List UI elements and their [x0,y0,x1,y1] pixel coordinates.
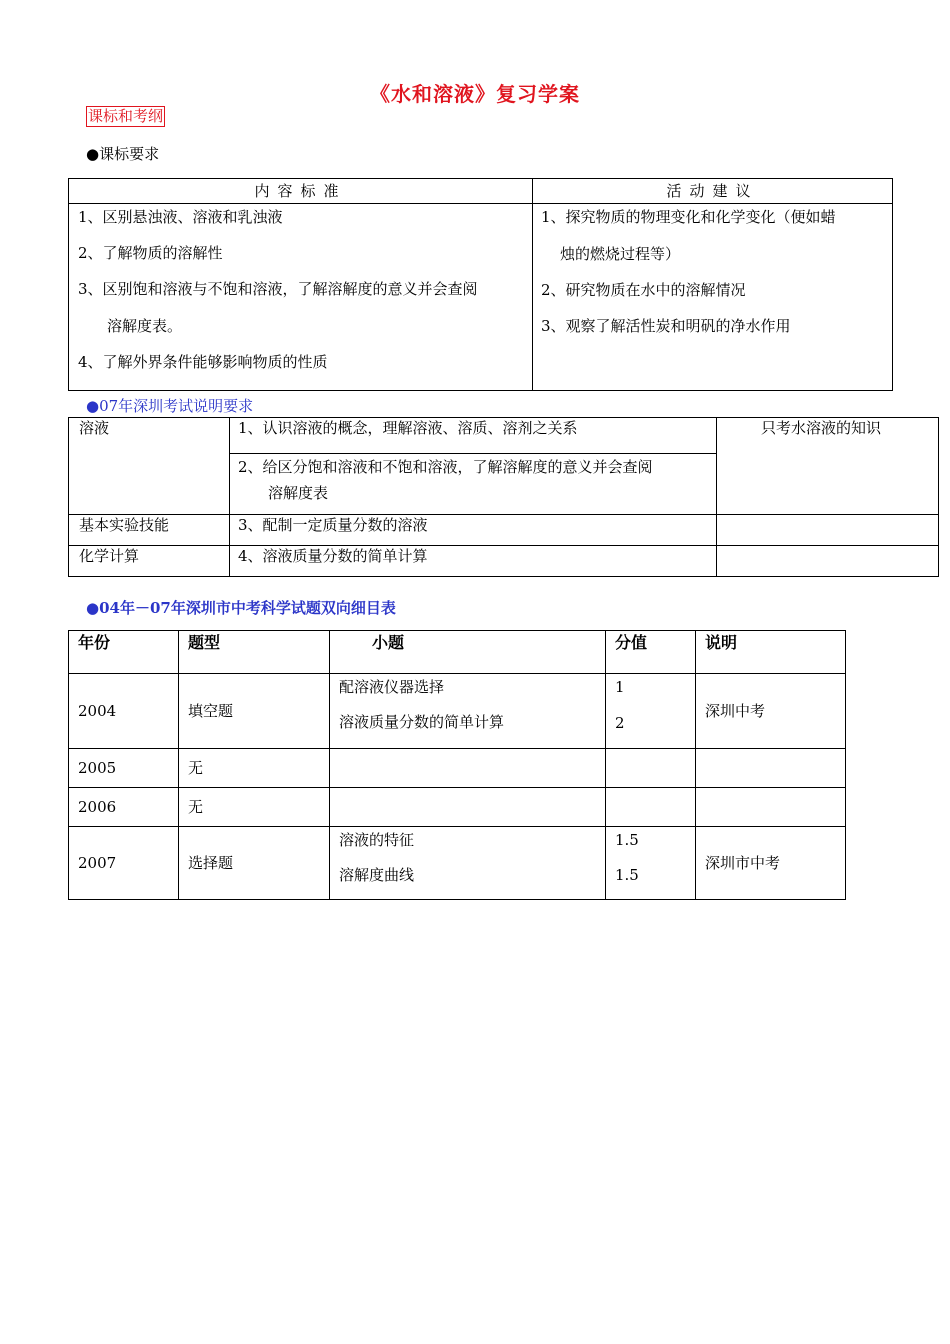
type-cell: 无 [179,749,330,788]
note-cell: 深圳中考 [696,674,846,749]
year-cell: 2005 [69,749,179,788]
table-row [69,515,939,546]
column-header-score: 分值 [606,631,696,674]
category-cell: 基本实验技能 [69,515,230,546]
requirement-cell: 4、溶液质量分数的简单计算 [230,546,717,577]
section-tag: 课标和考纲 [88,107,164,125]
section-heading-detail-table: ●04年－07年深圳市中考科学试题双向细目表 [86,599,396,617]
score-cell [606,674,696,749]
year-cell: 2007 [69,827,179,900]
requirement-line: 2、给区分饱和溶液和不饱和溶液，了解溶解度的意义并会查阅 [238,458,653,476]
score-line: 1.5 [615,831,639,849]
item-line: 溶解度曲线 [339,866,415,884]
note-cell: 只考水溶液的知识 [717,418,939,515]
year-cell: 2004 [69,674,179,749]
content-standard-header: 内容标准 [69,179,533,204]
exam-requirements-table [68,417,939,577]
list-item: 1、区别悬浊液、溶液和乳浊液 [78,208,283,226]
list-item: 烛的燃烧过程等） [560,245,681,263]
table-row [69,418,939,454]
note-cell [696,749,846,788]
score-line: 1.5 [615,866,639,884]
score-line: 1 [615,678,625,696]
activity-suggestion-cell [533,204,893,391]
items-cell [330,674,606,749]
type-cell: 填空题 [179,674,330,749]
exam-detail-table [68,630,846,900]
items-cell [330,827,606,900]
requirement-cell [230,454,717,515]
list-item: 溶解度表。 [107,317,183,335]
requirement-line: 溶解度表 [268,484,329,502]
category-cell: 化学计算 [69,546,230,577]
list-item: 2、研究物质在水中的溶解情况 [541,281,746,299]
table-row [69,546,939,577]
score-cell [606,788,696,827]
column-header-note: 说明 [696,631,846,674]
note-cell: 深圳市中考 [696,827,846,900]
year-cell: 2006 [69,788,179,827]
table-row [69,827,846,900]
column-header-type: 题型 [179,631,330,674]
content-standard-cell [69,204,533,391]
item-line: 溶液质量分数的简单计算 [339,713,505,731]
score-cell [606,827,696,900]
list-item: 3、观察了解活性炭和明矾的净水作用 [541,317,791,335]
score-cell [606,749,696,788]
score-line: 2 [615,714,625,732]
requirement-cell: 1、认识溶液的概念，理解溶液、溶质、溶剂之关系 [230,418,717,454]
table-row [69,204,893,391]
table-header-row [69,179,893,204]
curriculum-table [68,178,893,391]
requirement-cell: 3、配制一定质量分数的溶液 [230,515,717,546]
page-title: 《水和溶液》复习学案 [370,82,580,106]
table-row [69,674,846,749]
category-cell: 溶液 [69,418,230,515]
list-item: 4、了解外界条件能够影响物质的性质 [78,353,328,371]
column-header-year: 年份 [69,631,179,674]
list-item: 2、了解物质的溶解性 [78,244,223,262]
table-header-row [69,631,846,674]
item-line: 配溶液仪器选择 [339,678,445,696]
section-heading-exam: ●07年深圳考试说明要求 [86,397,254,415]
note-cell [696,788,846,827]
activity-suggestion-header: 活动建议 [533,179,893,204]
items-cell [330,788,606,827]
table-row [69,749,846,788]
note-cell [717,515,939,546]
column-header-items: 小题 [330,631,606,674]
type-cell: 选择题 [179,827,330,900]
items-cell [330,749,606,788]
type-cell: 无 [179,788,330,827]
section-heading-curriculum: ●课标要求 [86,145,160,163]
list-item: 3、区别饱和溶液与不饱和溶液，了解溶解度的意义并会查阅 [78,280,478,298]
item-line: 溶液的特征 [339,831,415,849]
note-cell [717,546,939,577]
table-row [69,788,846,827]
list-item: 1、探究物质的物理变化和化学变化（便如蜡 [541,208,836,226]
